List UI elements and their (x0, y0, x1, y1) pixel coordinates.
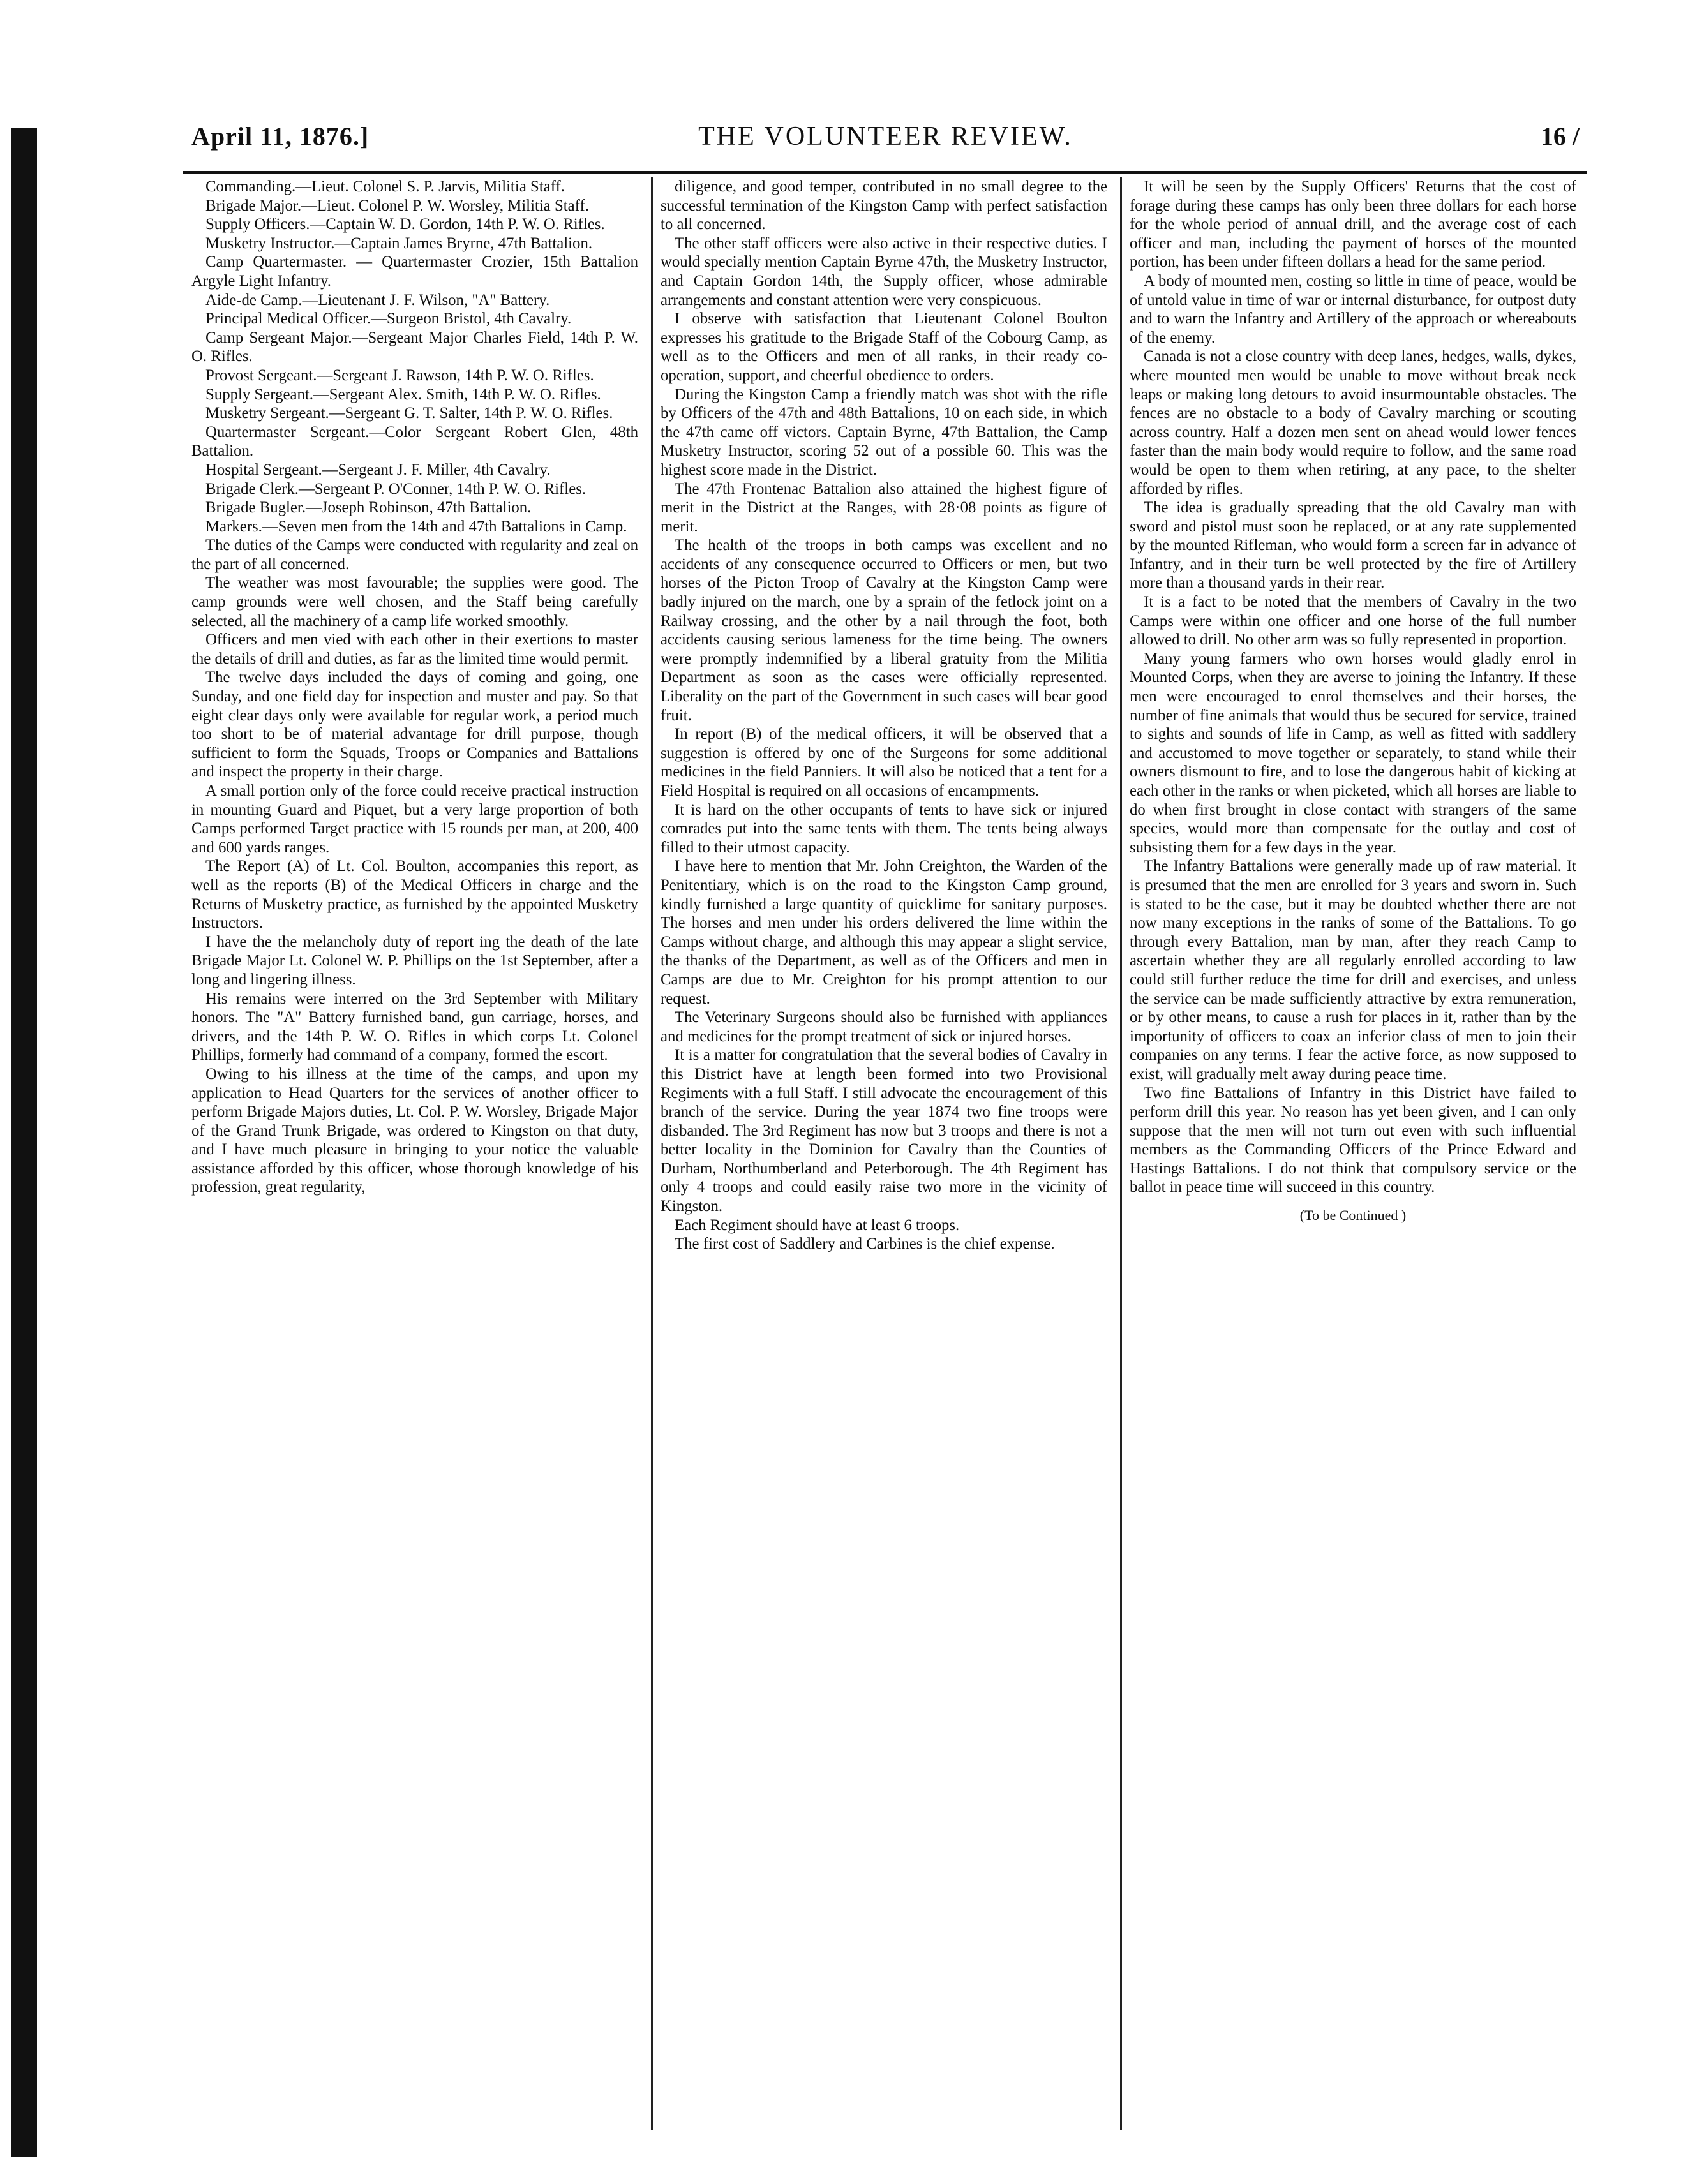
page-header (191, 121, 1580, 166)
paragraph: Canada is not a close country with deep lanes, hedges, walls, dykes, where mounted men would be unable to move without break neck leaps or making long detours to avoid insurmountable obstacles. The fences are no obstacle to a body of Cavalry marching or scouting across country. Half a dozen men sent on ahead would lower fences faster than the main body would require to follow, and the same road would be open to them when retiring, at any pace, to the shelter afforded by rifles. (1130, 348, 1576, 498)
binding-shadow (11, 128, 37, 2157)
column-divider-1 (651, 177, 653, 2130)
continued-note: (To be Continued ) (1299, 1207, 1407, 1224)
paragraph: Musketry Instructor.—Captain James Bryrne, 47th Battalion. (205, 234, 593, 252)
paragraph: The Report (A) of Lt. Col. Boulton, accompanies this report, as well as the reports (B) of the Medical Officers in charge and the Returns of Musketry practice, as furnished by the appointed Musketry Instructors. (191, 858, 638, 932)
paragraph: Owing to his illness at the time of the camps, and upon my application to Head Quarters for the services of another officer to perform Brigade Majors duties, Lt. Col. P. W. Worsley, Brigade Major of the Grand Trunk Brigade, was ordered to Kingston on that duty, and I have much pleasure in bringing to your notice the valuable assistance afforded by this officer, whose thorough knowledge of his profession, great regularity, (191, 1065, 638, 1196)
column-divider-2 (1120, 177, 1122, 2130)
page-number: 16 / (1540, 122, 1580, 151)
paragraph: It will be seen by the Supply Officers' Returns that the cost of forage during these camps has only been three dollars for each horse for the whole period of annual drill, and the average cost of each officer and man, including the payment of horses of the mounted portion, has been under fifteen dollars a head for the same period. (1130, 178, 1576, 271)
paragraph: Brigade Major.—Lieut. Colonel P. W. Worsley, Militia Staff. (205, 197, 589, 214)
paragraph: Aide-de Camp.—Lieutenant J. F. Wilson, "A" Battery. (205, 291, 550, 309)
paragraph: The Veterinary Surgeons should also be furnished with appliances and medicines for the prompt treatment of sick or injured horses. (661, 1009, 1107, 1045)
paragraph: The first cost of Saddlery and Carbines is the chief expense. (675, 1235, 1055, 1253)
paragraph: During the Kingston Camp a friendly match was shot with the rifle by Officers of the 47th and 48th Battalions, 10 on each side, in which the 47th came off victors. Captain Byrne, 47th Battalion, the Camp Musketry Instructor, scoring 52 out of a possible 60. This was the highest score made in the District. (661, 385, 1107, 479)
paragraph: A body of mounted men, costing so little in time of peace, would be of untold value in time of war or internal disturbance, for outpost duty and to warn the Infantry and Artillery of the approach or whereabouts of the enemy. (1130, 272, 1576, 346)
paragraph: Brigade Bugler.—Joseph Robinson, 47th Battalion. (205, 499, 532, 517)
paragraph: Officers and men vied with each other in their exertions to master the details of drill and duties, as far as the limited time would permit. (191, 631, 638, 667)
paragraph: The weather was most favourable; the supplies were good. The camp grounds were well chosen, and the Staff being carefully selected, all the machinery of a camp life worked smoothly. (191, 574, 638, 630)
paragraph: I have the the melancholy duty of report ing the death of the late Brigade Major Lt. Colonel W. P. Phillips on the 1st September, after a long and lingering illness. (191, 933, 638, 988)
paragraph: The Infantry Battalions were generally made up of raw material. It is presumed that the men are enrolled for 3 years and sworn in. Such is stated to be the case, but it may be doubted whether there are not now many exceptions in the ranks of some of the Battalions. To go through every Battalion, man by man, after they reach Camp to ascertain whether they are all regularly enrolled according to law could still further reduce the time for drill and exercises, and unless the service can be made sufficiently attractive by extra remuneration, or by other means, to cause a rush for places in it, rather than by the importunity of officers to coax an inferior class of men to join their companies on any terms. I fear the active force, as now supposed to exist, will gradually melt away during peace time. (1130, 858, 1576, 1083)
paragraph: Many young farmers who own horses would gladly enrol in Mounted Corps, when they are averse to joining the Infantry. If these men were encouraged to enrol themselves and their horses, the number of fine animals that would thus be secured for service, trained to sights and sounds of life in Camp, as well as fitted with saddlery and accustomed to move together or separately, to stand while their owners dismount to fire, and to lose the dangerous habit of kicking at each other in the ranks or when picketed, which all horses are liable to do when first brought in close contact with strangers of the same species, would more than compensate for the outlay and cost of subsisting them for a few days in the year. (1130, 650, 1576, 856)
paragraph: The duties of the Camps were conducted with regularity and zeal on the part of all concerned. (191, 537, 638, 573)
paragraph: His remains were interred on the 3rd September with Military honors. The "A" Battery furnished band, gun carriage, horses, and drivers, and the 14th P. W. O. Rifles in which corps Lt. Colonel Phillips, formerly had command of a company, formed the escort. (191, 990, 638, 1064)
paragraph: Each Regiment should have at least 6 troops. (675, 1216, 960, 1234)
paragraph: Principal Medical Officer.—Surgeon Bristol, 4th Cavalry. (205, 310, 572, 328)
paragraph: I observe with satisfaction that Lieutenant Colonel Boulton expresses his gratitude to the Brigade Staff of the Cobourg Camp, as well as to the Officers and men of all ranks, in their ready co-operation, support, and cheerful obedience to orders. (661, 310, 1107, 384)
issue-date: April 11, 1876.] (191, 122, 370, 151)
paragraph: The twelve days included the days of coming and going, one Sunday, and one field day for inspection and muster and pay. So that eight clear days only were available for regular work, a period much too short to be of material advantage for drill purpose, though sufficient to form the Squads, Troops or Companies and Battalions and inspect the property in their charge. (191, 669, 638, 781)
paragraph: Brigade Clerk.—Sergeant P. O'Conner, 14th P. W. O. Rifles. (205, 480, 586, 498)
column-1 (191, 177, 638, 2072)
paragraph: Two fine Battalions of Infantry in this District have failed to perform drill this year. No reason has yet been given, and I can only suppose that the men will not turn out even with such influential members as the Commanding Officers of the Prince Edward and Hastings Battalions. I do not think that compulsory service or the ballot in peace time will succeed in this country. (1130, 1084, 1576, 1196)
column-2 (661, 177, 1107, 2072)
paragraph: Hospital Sergeant.—Sergeant J. F. Miller, 4th Cavalry. (205, 461, 551, 479)
paragraph: Supply Officers.—Captain W. D. Gordon, 14th P. W. O. Rifles. (205, 216, 605, 234)
paragraph: It is a matter for congratulation that the several bodies of Cavalry in this District have at length been formed into two Provisional Regiments with a full Staff. I still advocate the encouragement of this branch of the service. During the year 1874 two fine troops were disbanded. The 3rd Regiment has now but 3 troops and there is not a better locality in the Dominion for Cavalry than the Counties of Durham, Northumberland and Peterborough. The 4th Regiment has only 4 troops and could easily raise two more in the vicinity of Kingston. (661, 1046, 1107, 1215)
paragraph: The other staff officers were also active in their respective duties. I would specially mention Captain Byrne 47th, the Musketry Instructor, and Captain Gordon 14th, the Supply officer, whose admirable arrangements and constant attention were very conspicuous. (661, 234, 1107, 309)
paragraph: Provost Sergeant.—Sergeant J. Rawson, 14th P. W. O. Rifles. (205, 366, 594, 384)
paragraph: It is a fact to be noted that the members of Cavalry in the two Camps were within one officer and one horse of the full number allowed to drill. No other arm was so fully represented in proportion. (1130, 593, 1576, 649)
paragraph: Markers.—Seven men from the 14th and 47th Battalions in Camp. (205, 517, 627, 535)
header-rule (183, 171, 1587, 174)
paragraph: diligence, and good temper, contributed in no small degree to the successful termination of the Kingston Camp with perfect satisfaction to all concerned. (661, 178, 1107, 234)
paragraph: In report (B) of the medical officers, it will be observed that a suggestion is offered by one of the Surgeons for some additional medicines in the field Panniers. It will also be noticed that a tent for a Field Hospital is required on all occasions of encampments. (661, 725, 1107, 799)
paragraph: Musketry Sergeant.—Sergeant G. T. Salter, 14th P. W. O. Rifles. (205, 405, 613, 422)
column-3 (1130, 177, 1576, 2072)
paragraph: Camp Quartermaster. — Quartermaster Crozier, 15th Battalion Argyle Light Infantry. (191, 253, 638, 290)
paragraph: The health of the troops in both camps was excellent and no accidents of any consequence occurred to Officers or men, but two horses of the Picton Troop of Cavalry at the Kingston Camp were badly injured on the march, one by a sprain of the fetlock joint on a Railway crossing, and the other by a nail through the foot, both accidents causing serious lameness for the time being. The owners were promptly indemnified by a liberal gratuity from the Militia Department as soon as the cases were officially represented. Liberality on the part of the Government in such cases will bear good fruit. (661, 537, 1107, 724)
paragraph: Supply Sergeant.—Sergeant Alex. Smith, 14th P. W. O. Rifles. (205, 385, 601, 403)
paragraph: Camp Sergeant Major.—Sergeant Major Charles Field, 14th P. W. O. Rifles. (191, 329, 638, 366)
paragraph: It is hard on the other occupants of tents to have sick or injured comrades put into the same tents with them. The tents being always filled to their utmost capacity. (661, 801, 1107, 856)
paragraph: I have here to mention that Mr. John Creighton, the Warden of the Penitentiary, which is on the road to the Kingston Camp ground, kindly furnished a large quantity of quicklime for sanitary purposes. The horses and men under his orders delivered the lime within the Camps without charge, and although this may appear a slight service, the thanks of the Department, as well as of the Officers and men in Camps are due to Mr. Creighton for his prompt attention to our request. (661, 858, 1107, 1007)
paragraph: A small portion only of the force could receive practical instruction in mounting Guard and Piquet, but a very large proportion of both Camps performed Target practice with 15 rounds per man, at 200, 400 and 600 yards ranges. (191, 782, 638, 856)
paragraph: The idea is gradually spreading that the old Cavalry man with sword and pistol must soon be replaced, or at any rate supplemented by the mounted Rifleman, who would form a screen far in advance of Infantry, and in their turn be well protected by the fire of Artillery more than a thousand yards in their rear. (1130, 499, 1576, 592)
paragraph: The 47th Frontenac Battalion also attained the highest figure of merit in the District at the Ranges, with 28·08 points as figure of merit. (661, 480, 1107, 535)
paragraph: Quartermaster Sergeant.—Color Sergeant Robert Glen, 48th Battalion. (191, 423, 638, 460)
publication-title: THE VOLUNTEER REVIEW. (698, 122, 1073, 151)
paragraph: Commanding.—Lieut. Colonel S. P. Jarvis, Militia Staff. (205, 178, 565, 195)
